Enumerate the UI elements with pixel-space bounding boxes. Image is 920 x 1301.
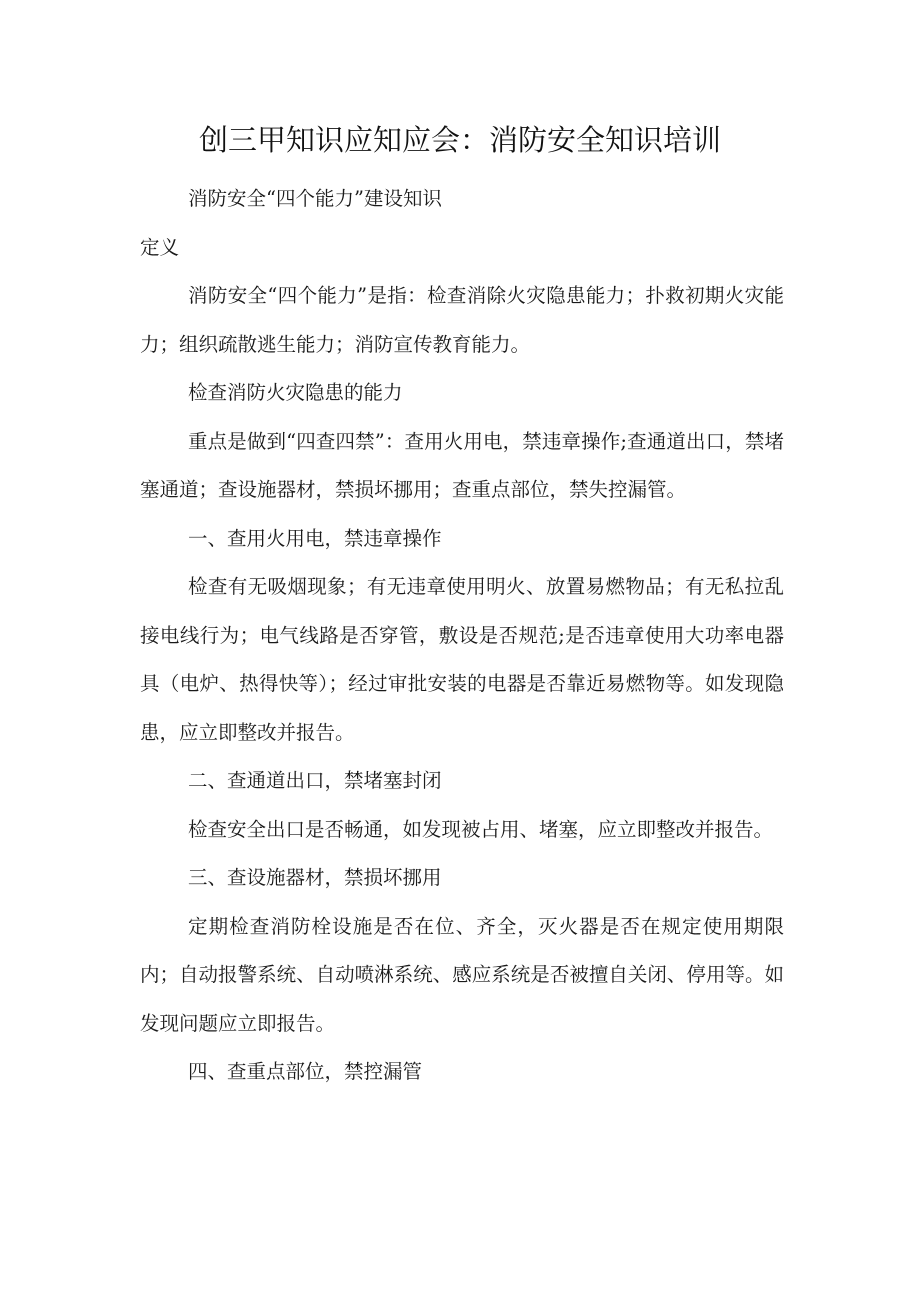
section-heading: 四、查重点部位，禁控漏管 bbox=[188, 1060, 423, 1083]
document-body bbox=[140, 175, 784, 1097]
paragraph-heading: 检查消防火灾隐患的能力 bbox=[188, 381, 403, 404]
paragraph: 定期检查消防栓设施是否在位、齐全，灭火器是否在规定使用期限内；自动报警系统、自动喷淋系统、感应系统是否被擅自关闭、停用等。如发现问题应立即报告。 bbox=[140, 914, 784, 1035]
paragraph-heading: 消防安全“四个能力”建设知识 bbox=[188, 187, 442, 210]
section-heading: 一、查用火用电，禁违章操作 bbox=[188, 526, 442, 550]
paragraph: 消防安全“四个能力”是指：检查消除火灾隐患能力；扑救初期火灾能力；组织疏散逃生能力；消防宣传教育能力。 bbox=[140, 284, 784, 356]
section-heading: 二、查通道出口，禁堵塞封闭 bbox=[188, 769, 442, 792]
section-heading: 三、查设施器材，禁损坏挪用 bbox=[188, 866, 442, 889]
paragraph: 检查安全出口是否畅通，如发现被占用、堵塞，应立即整改并报告。 bbox=[188, 817, 774, 841]
paragraph: 重点是做到“四查四禁”：查用火用电，禁违章操作;查通道出口，禁堵塞通道；查设施器材，禁损坏挪用；查重点部位，禁失控漏管。 bbox=[140, 429, 784, 501]
document-title: 创三甲知识应知应会：消防安全知识培训 bbox=[198, 123, 721, 157]
paragraph: 检查有无吸烟现象；有无违章使用明火、放置易燃物品；有无私拉乱接电线行为；电气线路是否穿管，敷设是否规范;是否违章使用大功率电器具（电炉、热得快等）；经过审批安装的电器是否靠近易燃物等。如发现隐患，应立即整改并报告。 bbox=[140, 575, 784, 744]
paragraph-label: 定义 bbox=[140, 235, 180, 259]
